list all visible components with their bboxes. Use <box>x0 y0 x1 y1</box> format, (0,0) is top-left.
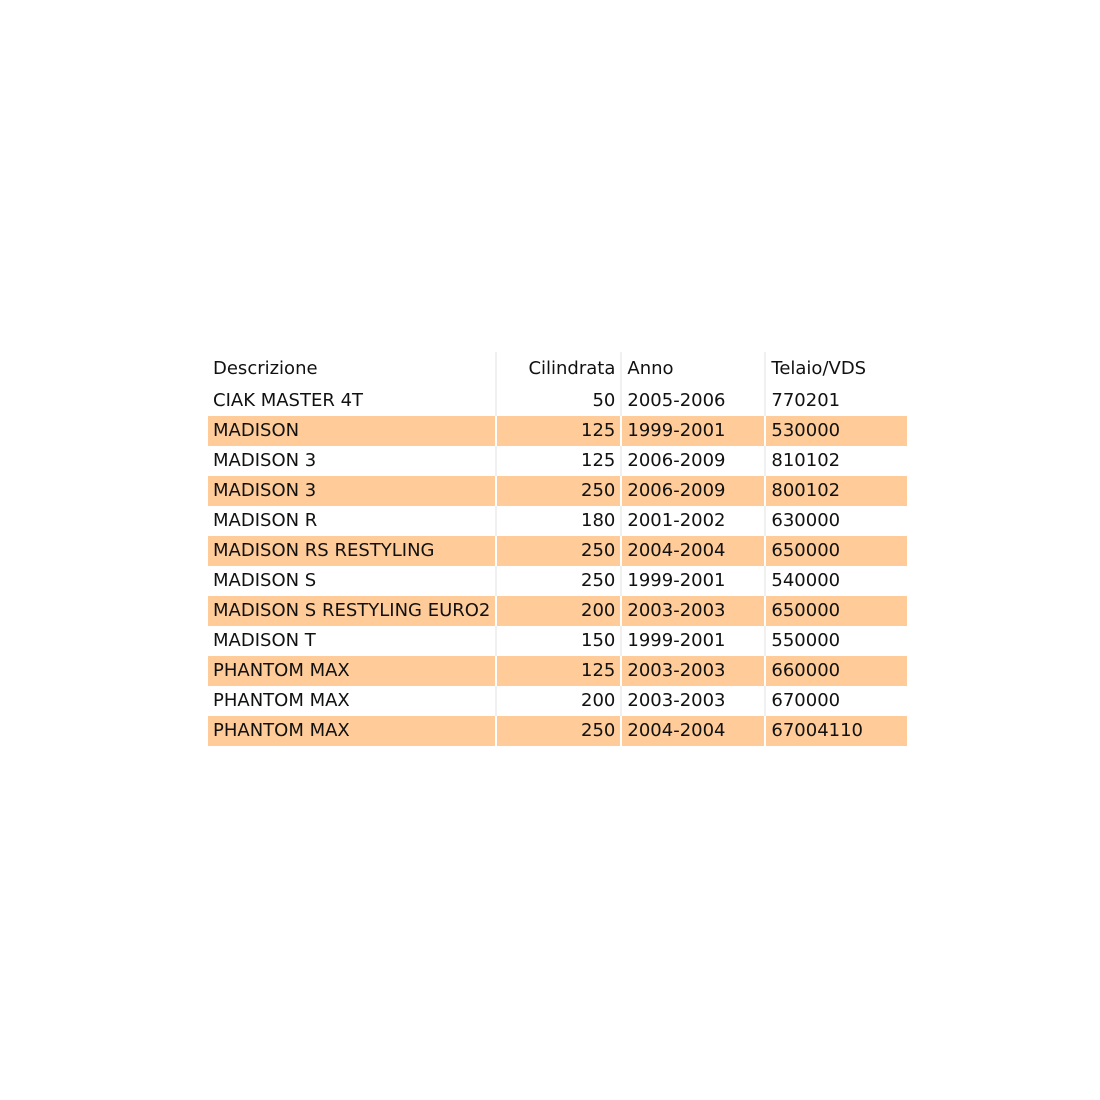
table-row <box>208 566 907 596</box>
cell-anno: 2001-2002 <box>620 506 764 536</box>
cell-anno: 2006-2009 <box>620 476 764 506</box>
cell-descrizione: PHANTOM MAX <box>208 716 495 746</box>
compatibility-table <box>208 352 907 746</box>
cell-cilindrata: 125 <box>495 446 620 476</box>
cell-telaio: 770201 <box>764 386 907 416</box>
table-row <box>208 386 907 416</box>
cell-anno: 2003-2003 <box>620 656 764 686</box>
cell-telaio: 810102 <box>764 446 907 476</box>
cell-anno: 2006-2009 <box>620 446 764 476</box>
cell-telaio: 800102 <box>764 476 907 506</box>
cell-telaio: 550000 <box>764 626 907 656</box>
cell-descrizione: MADISON S RESTYLING EURO2 <box>208 596 495 626</box>
cell-descrizione: MADISON RS RESTYLING <box>208 536 495 566</box>
cell-telaio: 630000 <box>764 506 907 536</box>
cell-anno: 2003-2003 <box>620 686 764 716</box>
cell-descrizione: MADISON 3 <box>208 476 495 506</box>
cell-descrizione: MADISON T <box>213 630 316 651</box>
cell-anno: 1999-2001 <box>620 566 764 596</box>
table-row <box>208 536 907 566</box>
table-header-row <box>208 352 907 386</box>
cell-telaio: 540000 <box>764 566 907 596</box>
cell-descrizione: CIAK MASTER 4T <box>213 390 364 411</box>
table-row <box>208 716 907 746</box>
header-telaio: Telaio/VDS <box>764 352 907 386</box>
cell-cilindrata: 250 <box>495 536 620 566</box>
cell-descrizione: MADISON <box>208 416 495 446</box>
cell-descrizione: MADISON 3 <box>213 450 317 471</box>
cell-descrizione: MADISON S <box>213 570 317 591</box>
table-row <box>208 416 907 446</box>
cell-telaio: 650000 <box>764 596 907 626</box>
cell-cilindrata: 50 <box>495 386 620 416</box>
table-row <box>208 446 907 476</box>
cell-anno: 2005-2006 <box>620 386 764 416</box>
table-row <box>208 596 907 626</box>
header-anno: Anno <box>620 352 764 386</box>
cell-anno: 1999-2001 <box>620 416 764 446</box>
cell-cilindrata: 200 <box>495 596 620 626</box>
table-row <box>208 476 907 506</box>
cell-cilindrata: 180 <box>495 506 620 536</box>
cell-cilindrata: 200 <box>495 686 620 716</box>
table-row <box>208 656 907 686</box>
cell-descrizione: PHANTOM MAX <box>208 656 495 686</box>
cell-descrizione: MADISON R <box>213 510 318 531</box>
cell-telaio: 670000 <box>764 686 907 716</box>
cell-telaio: 660000 <box>764 656 907 686</box>
compatibility-table-container <box>208 352 907 746</box>
cell-telaio: 530000 <box>764 416 907 446</box>
cell-telaio: 67004110 <box>764 716 907 746</box>
cell-descrizione: PHANTOM MAX <box>213 690 350 711</box>
cell-cilindrata: 125 <box>495 416 620 446</box>
cell-cilindrata: 250 <box>495 716 620 746</box>
table-row <box>208 506 907 536</box>
cell-anno: 1999-2001 <box>620 626 764 656</box>
table-row <box>208 686 907 716</box>
header-descrizione: Descrizione <box>213 358 318 379</box>
cell-anno: 2004-2004 <box>620 716 764 746</box>
cell-anno: 2004-2004 <box>620 536 764 566</box>
cell-telaio: 650000 <box>764 536 907 566</box>
cell-cilindrata: 250 <box>495 476 620 506</box>
header-cilindrata: Cilindrata <box>495 352 620 386</box>
cell-cilindrata: 125 <box>495 656 620 686</box>
table-row <box>208 626 907 656</box>
cell-anno: 2003-2003 <box>620 596 764 626</box>
cell-cilindrata: 150 <box>495 626 620 656</box>
cell-cilindrata: 250 <box>495 566 620 596</box>
